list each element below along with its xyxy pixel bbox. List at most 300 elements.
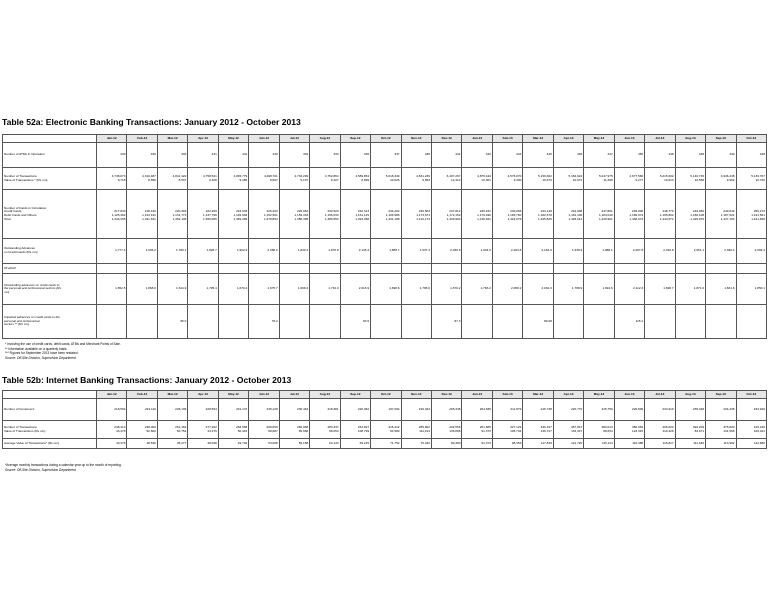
cell-line	[494, 408, 521, 412]
data-cell	[675, 239, 705, 264]
cell-value: 48,038	[207, 440, 217, 445]
row-label-text: Number of Transactions	[4, 173, 37, 178]
month-label: Jun-13	[624, 391, 635, 396]
cell-value: 238,413	[114, 424, 126, 429]
cell-value: 130,727	[540, 428, 552, 433]
table-52b	[2, 390, 767, 449]
month-label: Sep-13	[715, 135, 726, 140]
data-cell	[645, 274, 675, 305]
cell-line	[342, 267, 369, 271]
cell-line	[433, 179, 460, 183]
month-header	[706, 391, 736, 399]
row-label-text: Outstanding advances on credit cards to	[4, 282, 60, 287]
month-header	[371, 391, 401, 399]
cell-line	[159, 430, 186, 434]
cell-line	[616, 320, 643, 324]
cell-value: 111,646	[693, 440, 705, 445]
cell-value: 234,435	[723, 406, 735, 411]
cell-value: 4,498,701	[263, 173, 278, 178]
data-cell	[157, 143, 187, 168]
cell-value: 94,580	[390, 428, 400, 433]
cell-line	[677, 287, 704, 291]
cell-line	[585, 249, 612, 253]
cell-line	[281, 218, 308, 222]
cell-line	[250, 320, 277, 324]
cell-line	[159, 249, 186, 253]
data-cell	[340, 421, 370, 439]
cell-line	[281, 430, 308, 434]
cell-value: 1,179,490	[477, 213, 491, 217]
data-cell	[218, 305, 248, 339]
cell-value: 1,131,773	[172, 213, 187, 217]
row-label	[3, 421, 97, 439]
month-label: Aug-13	[685, 391, 696, 396]
cell-value: 68,687	[268, 428, 278, 433]
month-header	[279, 135, 309, 143]
cell-value: 1,888.7	[389, 248, 400, 253]
month-label: Jun-12	[259, 391, 269, 396]
month-header	[584, 135, 614, 143]
cell-line	[128, 408, 155, 412]
cell-line	[189, 267, 216, 271]
data-cell	[97, 305, 127, 339]
cell-value: 247,861	[601, 209, 613, 214]
data-cell	[553, 305, 583, 339]
cell-value: 226,062	[296, 209, 309, 214]
cell-value: 446	[577, 152, 583, 157]
cell-line	[159, 153, 186, 157]
cell-line	[616, 179, 643, 183]
cell-line	[524, 408, 551, 412]
cell-value: 1,182,678	[538, 213, 552, 217]
cell-value: 448	[668, 152, 674, 157]
row-label-line	[4, 267, 95, 271]
data-cell	[736, 239, 766, 264]
data-cell	[431, 168, 461, 190]
month-label: May-13	[593, 135, 605, 140]
cell-value: 2,034.3	[541, 286, 552, 291]
cell-line	[433, 320, 460, 324]
cell-value: 234,949	[753, 406, 765, 411]
data-cell	[401, 190, 431, 239]
table-row	[3, 305, 767, 339]
data-cell	[401, 274, 431, 305]
cell-value: 1,410,174	[416, 216, 430, 221]
cell-line	[128, 249, 155, 253]
row-label-text: mn)	[4, 289, 10, 294]
cell-value: 433	[333, 152, 339, 157]
month-label: Jan-13	[472, 391, 483, 396]
data-cell	[614, 421, 644, 439]
table-52a-notes	[5, 342, 121, 360]
cell-line	[707, 249, 734, 253]
data-cell	[614, 190, 644, 239]
cell-value: 2,204.8	[511, 248, 522, 253]
data-cell	[371, 274, 401, 305]
month-header	[523, 391, 553, 399]
cell-line	[189, 408, 216, 412]
cell-value: 4,946,438	[720, 173, 735, 178]
cell-line	[342, 320, 369, 324]
cell-value: 236,503	[418, 209, 430, 214]
cell-value: 2,016.9	[358, 286, 370, 291]
data-cell	[249, 421, 279, 439]
cell-line	[189, 430, 216, 434]
cell-line	[128, 287, 155, 291]
cell-value: 220,770	[571, 406, 583, 411]
data-cell	[706, 421, 736, 439]
row-label-text: personal and professional	[4, 318, 40, 323]
month-header	[97, 135, 127, 143]
cell-value: 1,675.7	[267, 286, 278, 291]
month-header	[462, 135, 492, 143]
month-header	[218, 135, 248, 143]
cell-value: 218,381	[327, 406, 339, 411]
cell-value: 1,189,074	[629, 213, 644, 217]
table-row	[3, 239, 767, 264]
cell-line	[342, 287, 369, 291]
table-row	[3, 190, 767, 239]
cell-value: 4,841,422	[172, 173, 187, 178]
month-header	[431, 135, 461, 143]
cell-value: 10,025	[390, 177, 400, 182]
cell-value: 9,328	[209, 177, 217, 182]
cell-line	[463, 179, 490, 183]
cell-value: 53,068	[268, 440, 278, 445]
month-label: Oct-13	[746, 135, 757, 140]
row-label-text: on Credit Cards (Rs mn)	[4, 250, 38, 254]
row-label-line	[4, 430, 95, 434]
cell-line	[220, 287, 247, 291]
month-label: Mar-12	[167, 135, 178, 140]
cell-value: 204,835	[479, 406, 491, 411]
cell-value: 448	[759, 152, 765, 157]
cell-line	[220, 320, 247, 324]
month-label: Oct-12	[380, 391, 391, 396]
cell-line	[311, 408, 338, 412]
cell-value: 116,488	[632, 440, 644, 445]
data-cell	[310, 399, 340, 421]
cell-value: 283,565	[236, 424, 248, 429]
month-header	[127, 135, 157, 143]
month-header	[340, 391, 370, 399]
cell-line	[281, 320, 308, 324]
data-cell	[279, 264, 309, 274]
cell-value: 222,209	[205, 209, 217, 214]
cell-line	[524, 430, 551, 434]
data-cell	[97, 264, 127, 274]
cell-line	[463, 320, 490, 324]
cell-value: 2,059.2	[511, 286, 522, 291]
data-cell	[736, 421, 766, 439]
data-cell	[97, 168, 127, 190]
data-cell	[462, 305, 492, 339]
row-label-text: the personal and professional sectors (Rs	[4, 286, 62, 291]
cell-value: 8,896	[148, 177, 156, 182]
month-label: Dec-12	[441, 391, 452, 396]
cell-value: 1,988.1	[602, 248, 613, 253]
data-cell	[127, 305, 157, 339]
data-cell	[340, 168, 370, 190]
data-cell	[249, 399, 279, 421]
cell-line	[463, 430, 490, 434]
table-row	[3, 143, 767, 168]
data-cell	[584, 239, 614, 264]
cell-line	[220, 442, 247, 446]
cell-line	[585, 179, 612, 183]
data-cell	[492, 239, 522, 264]
data-cell	[310, 239, 340, 264]
cell-line	[555, 430, 582, 434]
cell-line	[677, 179, 704, 183]
data-cell	[188, 239, 218, 264]
cell-value: 9,197	[300, 177, 309, 182]
row-label-line	[4, 442, 95, 446]
cell-value: 1,788.9	[571, 286, 583, 291]
data-cell	[249, 239, 279, 264]
data-cell	[431, 190, 461, 239]
cell-line	[524, 218, 551, 222]
cell-line	[250, 267, 277, 271]
data-cell	[431, 305, 461, 339]
cell-value: 220,362	[357, 406, 370, 411]
data-cell	[218, 274, 248, 305]
cell-value: 52,600	[146, 428, 156, 433]
cell-value: 98,453	[511, 440, 522, 445]
note-line	[5, 468, 122, 473]
cell-line	[616, 249, 643, 253]
data-cell	[218, 239, 248, 264]
cell-value: 266,059	[266, 424, 278, 429]
cell-line	[555, 179, 582, 183]
data-cell	[462, 143, 492, 168]
month-label: Sep-12	[350, 135, 361, 140]
cell-value: 1,418,921	[477, 216, 491, 221]
cell-line	[128, 442, 155, 446]
cell-line	[189, 249, 216, 253]
data-cell	[492, 421, 522, 439]
data-cell	[645, 190, 675, 239]
data-cell	[310, 264, 340, 274]
cell-value: 4,752,864	[324, 173, 339, 178]
data-cell	[736, 168, 766, 190]
data-cell	[675, 274, 705, 305]
month-label: Sep-13	[715, 391, 726, 396]
month-label: Nov-12	[411, 391, 422, 396]
cell-value: 2,009.4	[754, 248, 765, 253]
cell-line	[616, 430, 643, 434]
cell-line	[189, 153, 216, 157]
cell-value: 4,576,070	[507, 173, 522, 178]
month-label: Jul-13	[655, 391, 665, 396]
data-cell	[279, 190, 309, 239]
cell-value: 2,184.0	[541, 248, 552, 253]
data-cell	[523, 264, 553, 274]
cell-line	[311, 320, 338, 324]
month-label: Jul-12	[289, 391, 299, 396]
data-cell	[97, 439, 127, 449]
data-cell	[340, 274, 370, 305]
cell-value: 264,827	[357, 424, 370, 429]
cell-line	[189, 218, 216, 222]
data-cell	[614, 143, 644, 168]
cell-line	[494, 430, 521, 434]
cell-line	[494, 442, 521, 446]
cell-value: 83.5	[363, 318, 370, 323]
month-label: Mar-12	[167, 391, 178, 396]
month-header	[492, 135, 522, 143]
month-header	[645, 135, 675, 143]
month-header	[218, 391, 248, 399]
row-label-text: sectors ** (Rs mn)	[4, 322, 30, 327]
data-cell	[614, 274, 644, 305]
data-cell	[310, 168, 340, 190]
data-cell	[706, 274, 736, 305]
cell-value: 283,347	[327, 424, 339, 429]
cell-line	[250, 442, 277, 446]
cell-line	[707, 287, 734, 291]
data-cell	[340, 399, 370, 421]
cell-value: 9,962	[726, 177, 735, 182]
cell-value: 1,698.4	[297, 286, 309, 291]
cell-line	[342, 442, 369, 446]
cell-value: 244,908	[571, 209, 583, 214]
month-header	[553, 391, 583, 399]
data-cell	[188, 190, 218, 239]
cell-value: 9,953	[422, 177, 430, 182]
cell-line	[342, 430, 369, 434]
cell-value: 43,476	[115, 428, 126, 433]
cell-value: 10,730	[755, 177, 765, 182]
cell-line	[159, 287, 186, 291]
cell-value: 4,589,854	[355, 173, 370, 178]
data-cell	[371, 421, 401, 439]
cell-line	[220, 249, 247, 253]
cell-line	[494, 153, 521, 157]
cell-value: 436	[363, 152, 370, 157]
month-header	[706, 135, 736, 143]
cell-value: 230,520	[327, 209, 339, 214]
cell-value: 367,847	[571, 424, 583, 429]
cell-value: 229,509	[631, 406, 644, 411]
header-corner	[3, 391, 97, 399]
header-row	[3, 391, 767, 399]
table-52b-notes	[5, 463, 122, 472]
data-cell	[645, 264, 675, 274]
cell-value: 10,558	[694, 177, 705, 182]
month-label: Jan-12	[106, 391, 117, 396]
data-cell	[523, 305, 553, 339]
cell-value: 110,428	[662, 428, 674, 433]
data-cell	[218, 190, 248, 239]
row-label	[3, 168, 97, 190]
cell-line	[159, 218, 186, 222]
row-label	[3, 439, 97, 449]
cell-value: 438	[424, 152, 430, 157]
cell-value: 1,444,572	[659, 216, 674, 221]
cell-value: 9,277	[635, 177, 644, 182]
cell-line	[616, 267, 643, 271]
data-cell	[310, 421, 340, 439]
cell-value: 111,014	[419, 428, 430, 433]
row-label	[3, 264, 97, 274]
cell-line	[738, 287, 765, 291]
cell-value: 87.3	[454, 318, 461, 323]
data-cell	[157, 239, 187, 264]
data-cell	[127, 399, 157, 421]
cell-value: 1,840.4	[297, 248, 309, 253]
data-cell	[523, 439, 553, 449]
data-cell	[188, 274, 218, 305]
cell-value: 1,393,458	[355, 216, 370, 221]
data-cell	[462, 264, 492, 274]
cell-value: 1,369,265	[233, 216, 248, 221]
cell-value: 234,202	[388, 209, 400, 214]
month-label: Feb-13	[502, 391, 513, 396]
month-label: Apr-13	[563, 135, 574, 140]
table-52a	[2, 134, 767, 339]
data-cell	[523, 421, 553, 439]
cell-value: 4,319,487	[142, 173, 156, 178]
month-label: Jun-13	[624, 135, 635, 140]
cell-line	[311, 442, 338, 446]
cell-line	[342, 179, 369, 183]
cell-line	[189, 442, 216, 446]
cell-line	[738, 218, 765, 222]
data-cell	[249, 305, 279, 339]
cell-value: 50,754	[176, 428, 187, 433]
cell-line	[311, 287, 338, 291]
month-header	[371, 135, 401, 143]
cell-line	[128, 218, 155, 222]
cell-line	[707, 430, 734, 434]
row-label-line	[4, 323, 95, 327]
data-cell	[97, 190, 127, 239]
data-cell	[218, 143, 248, 168]
cell-value: 1,172,152	[446, 213, 461, 217]
month-label: Aug-13	[685, 135, 696, 140]
cell-value: 220,303	[175, 209, 187, 214]
data-cell	[462, 399, 492, 421]
data-cell	[584, 305, 614, 339]
data-cell	[645, 399, 675, 421]
cell-line	[646, 442, 673, 446]
cell-line	[677, 249, 704, 253]
cell-value: 1,795.0	[419, 286, 430, 291]
cell-value: 431	[242, 152, 248, 157]
cell-value: 80,300	[450, 440, 461, 445]
cell-line	[616, 153, 643, 157]
data-cell	[492, 143, 522, 168]
data-cell	[371, 439, 401, 449]
cell-line	[311, 153, 338, 157]
cell-line	[372, 442, 399, 446]
cell-value: 5,018,349	[385, 173, 400, 178]
cell-value: 218,440	[144, 209, 156, 214]
cell-value: 1,183,040	[598, 213, 613, 217]
cell-line	[494, 320, 521, 324]
cell-value: 449	[729, 152, 735, 157]
cell-value: 78.2	[271, 318, 278, 323]
data-cell	[553, 168, 583, 190]
cell-line	[250, 287, 277, 291]
row-label-line	[4, 408, 95, 412]
cell-value: 218,594	[114, 406, 126, 411]
cell-value: 2,051.1	[693, 248, 705, 253]
data-cell	[584, 168, 614, 190]
cell-value: 115,113	[601, 440, 613, 445]
cell-line	[311, 249, 338, 253]
